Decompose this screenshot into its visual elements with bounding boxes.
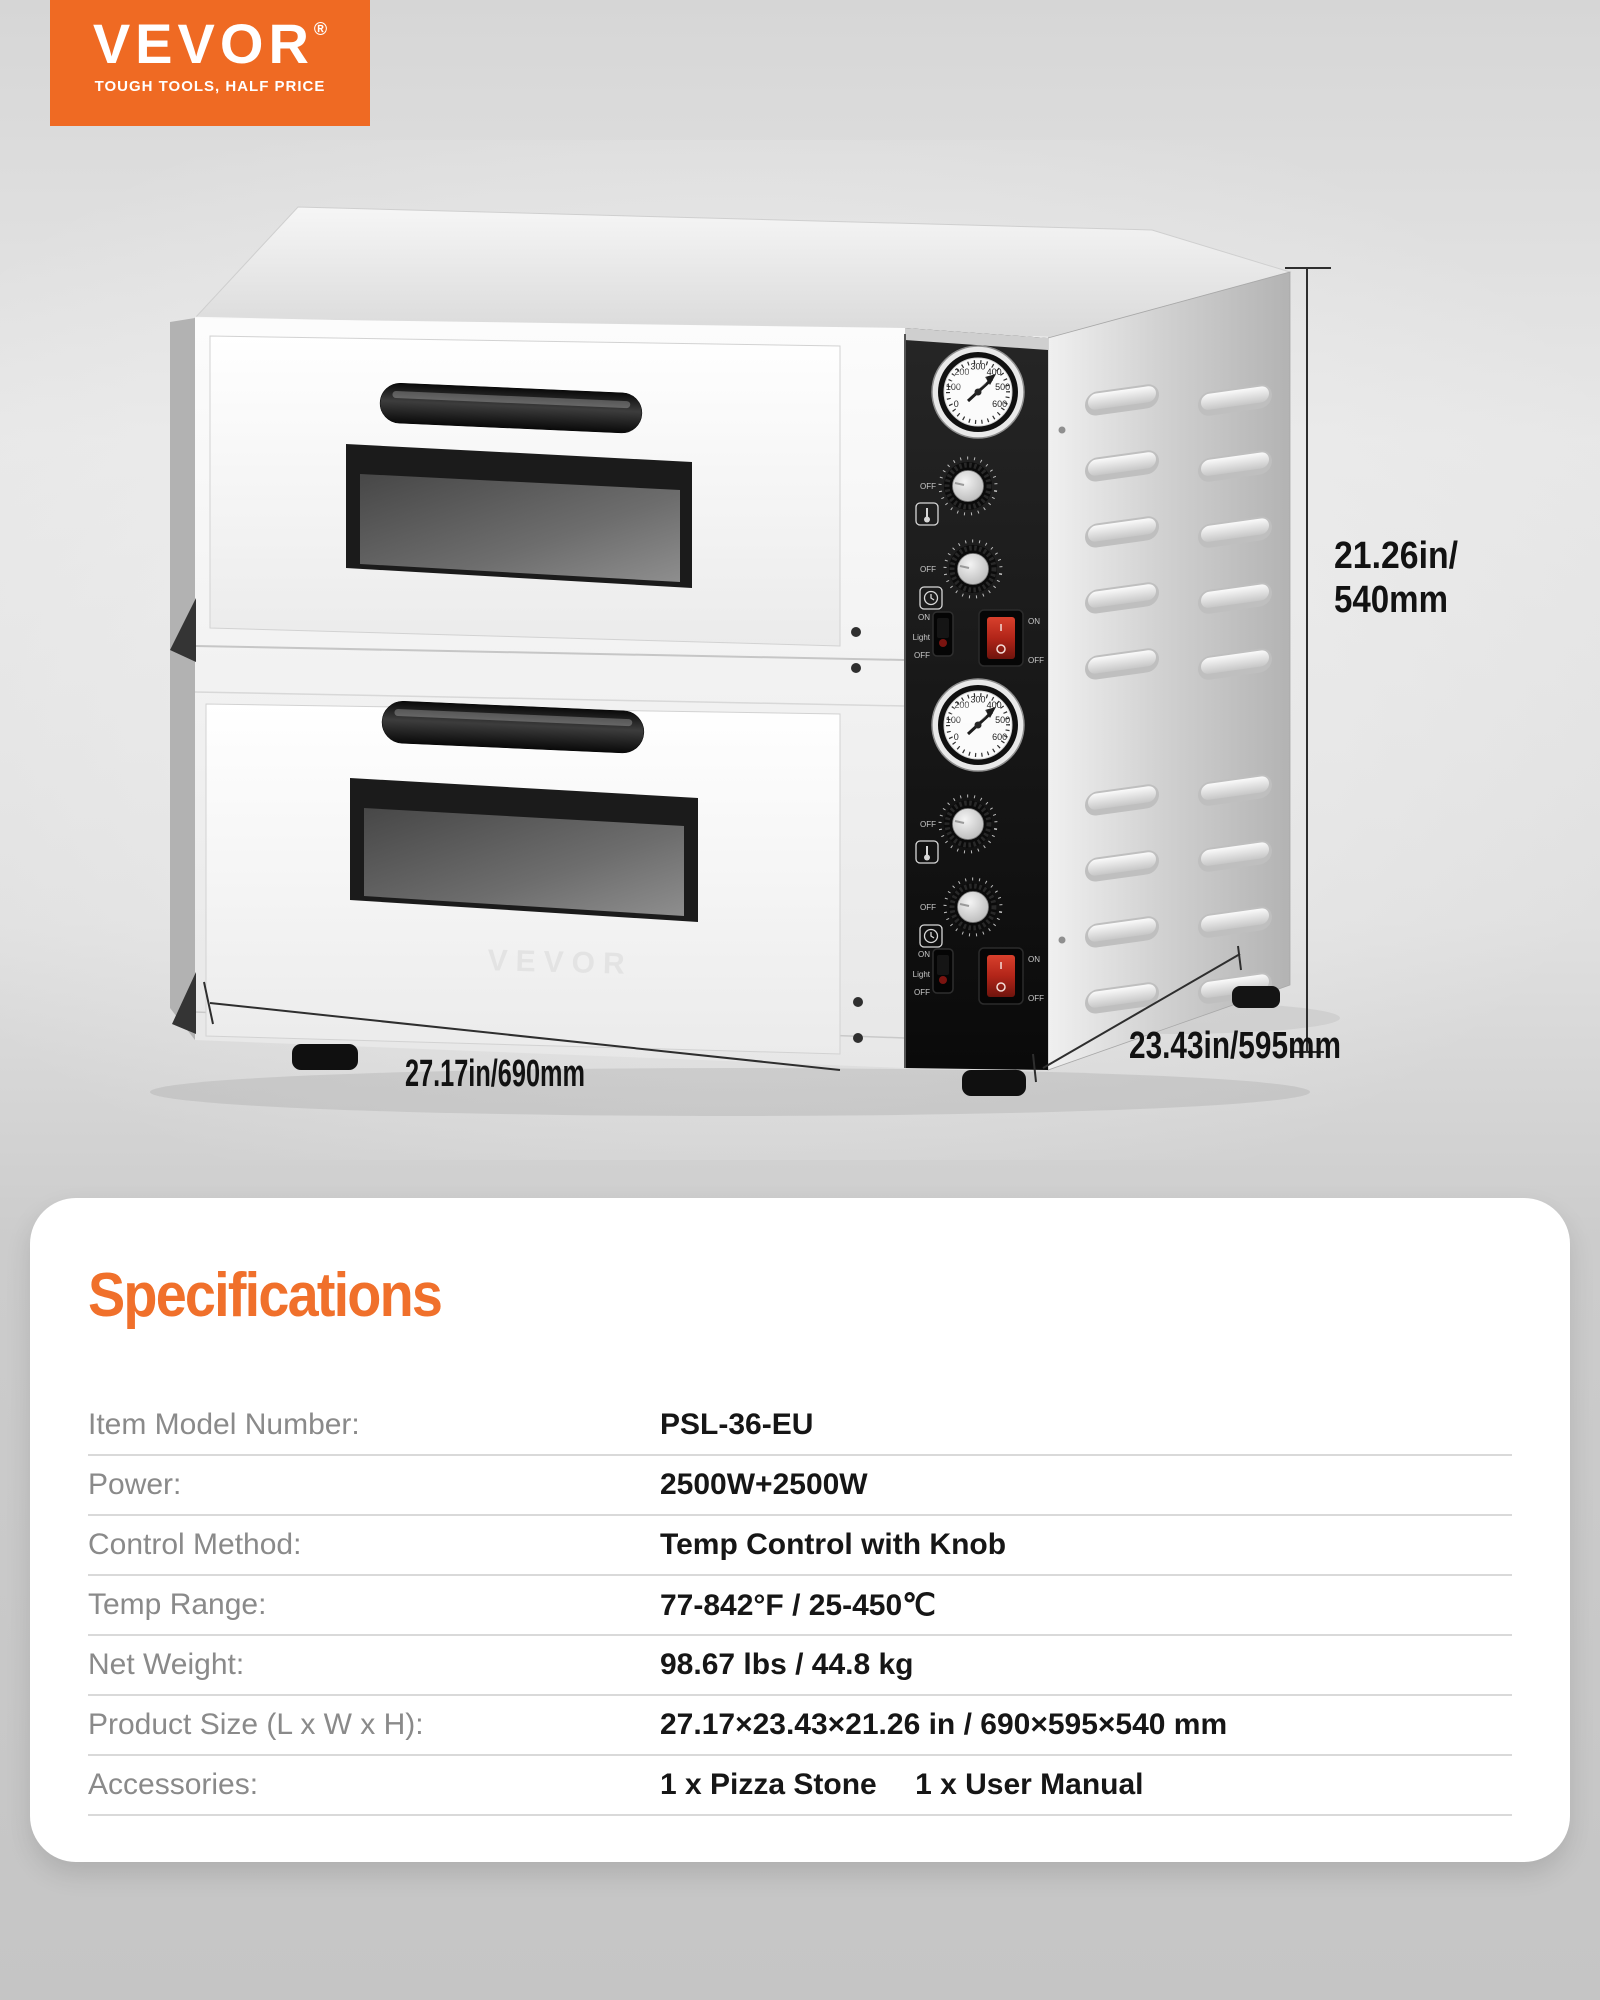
light-label: Light [912,633,930,642]
upper-door [210,336,861,673]
height-dimension-label-line1: 21.26in/ [1334,535,1459,577]
spec-value: Temp Control with Knob [660,1528,1007,1561]
power-off-label: OFF [1028,656,1044,665]
side-screw [1059,427,1066,434]
lower-power-switch [979,948,1023,1004]
oven-shadow [150,1068,1310,1116]
upper-gauge [932,346,1024,438]
spec-label: Net Weight: [88,1648,245,1681]
spec-row-product-size [88,1696,1512,1756]
oven-foot [1232,986,1280,1008]
knob-off-label: OFF [920,565,936,574]
power-on-label: ON [1028,955,1040,964]
lower-light-switch [933,949,953,993]
spec-label: Product Size (L x W x H): [88,1708,424,1741]
oven-foot [962,1070,1026,1096]
light-off-label: OFF [914,988,930,997]
hinge-bolt [853,1033,863,1043]
oven-foot [292,1044,358,1070]
side-screw [1059,937,1066,944]
power-on-label: ON [1028,617,1040,626]
height-dimension-label-line2: 540mm [1334,579,1448,621]
spec-label: Power: [88,1468,182,1501]
knob-off-label: OFF [920,820,936,829]
control-panel [905,328,1048,1070]
lower-gauge [932,679,1024,771]
light-off-label: OFF [914,651,930,660]
embossed-brand: VEVOR [487,944,634,981]
spec-row-model [88,1396,1512,1456]
spec-row-accessories [88,1756,1512,1816]
light-on-label: ON [918,613,930,622]
registered-mark: ® [313,19,328,39]
depth-dimension-label: 23.43in/595mm [1129,1025,1341,1067]
spec-value: 98.67 lbs / 44.8 kg [660,1648,914,1681]
width-dimension-label: 27.17in/690mm [405,1053,585,1095]
brand-logo-text: VEVOR® [92,12,328,75]
hinge-bolt [851,663,861,673]
knob-off-label: OFF [920,903,936,912]
spec-row-temp-range [88,1576,1512,1636]
specifications-card [30,1198,1570,1862]
upper-light-switch [933,612,953,656]
power-off-label: OFF [1028,994,1044,1003]
oven-left-edge [170,318,195,1040]
spec-row-control-method [88,1516,1512,1576]
spec-label: Temp Range: [88,1588,267,1621]
lower-door [206,700,863,1054]
spec-value: 2500W+2500W [660,1468,868,1501]
hinge-bolt [853,997,863,1007]
spec-table [88,1396,1512,1816]
brand-tagline: TOUGH TOOLS, HALF PRICE [94,78,326,95]
spec-value: 1 x Pizza Stone 1 x User Manual [660,1768,1144,1801]
spec-value: 27.17×23.43×21.26 in / 690×595×540 mm [660,1708,1228,1741]
spec-value: PSL-36-EU [660,1408,814,1441]
product-image: 600 VEVOR OFF OFF ON Light OFF ON OFF OFF OFF ON Light OFF ON OFF 21.26in/ 540mm 27.17in/690mm 23.43in/595mm [0,0,1600,1160]
spec-row-net-weight [88,1636,1512,1696]
upper-power-switch [979,610,1023,666]
pizza-oven [170,207,1290,1096]
knob-off-label: OFF [920,482,936,491]
light-on-label: ON [918,950,930,959]
hinge-bolt [851,627,861,637]
spec-label: Item Model Number: [88,1408,360,1441]
spec-label: Accessories: [88,1768,259,1801]
light-label: Light [912,970,930,979]
spec-value: 77-842°F / 25-450℃ [660,1588,936,1622]
spec-row-power [88,1456,1512,1516]
specifications-title: Specifications [88,1261,442,1330]
spec-label: Control Method: [88,1528,302,1561]
